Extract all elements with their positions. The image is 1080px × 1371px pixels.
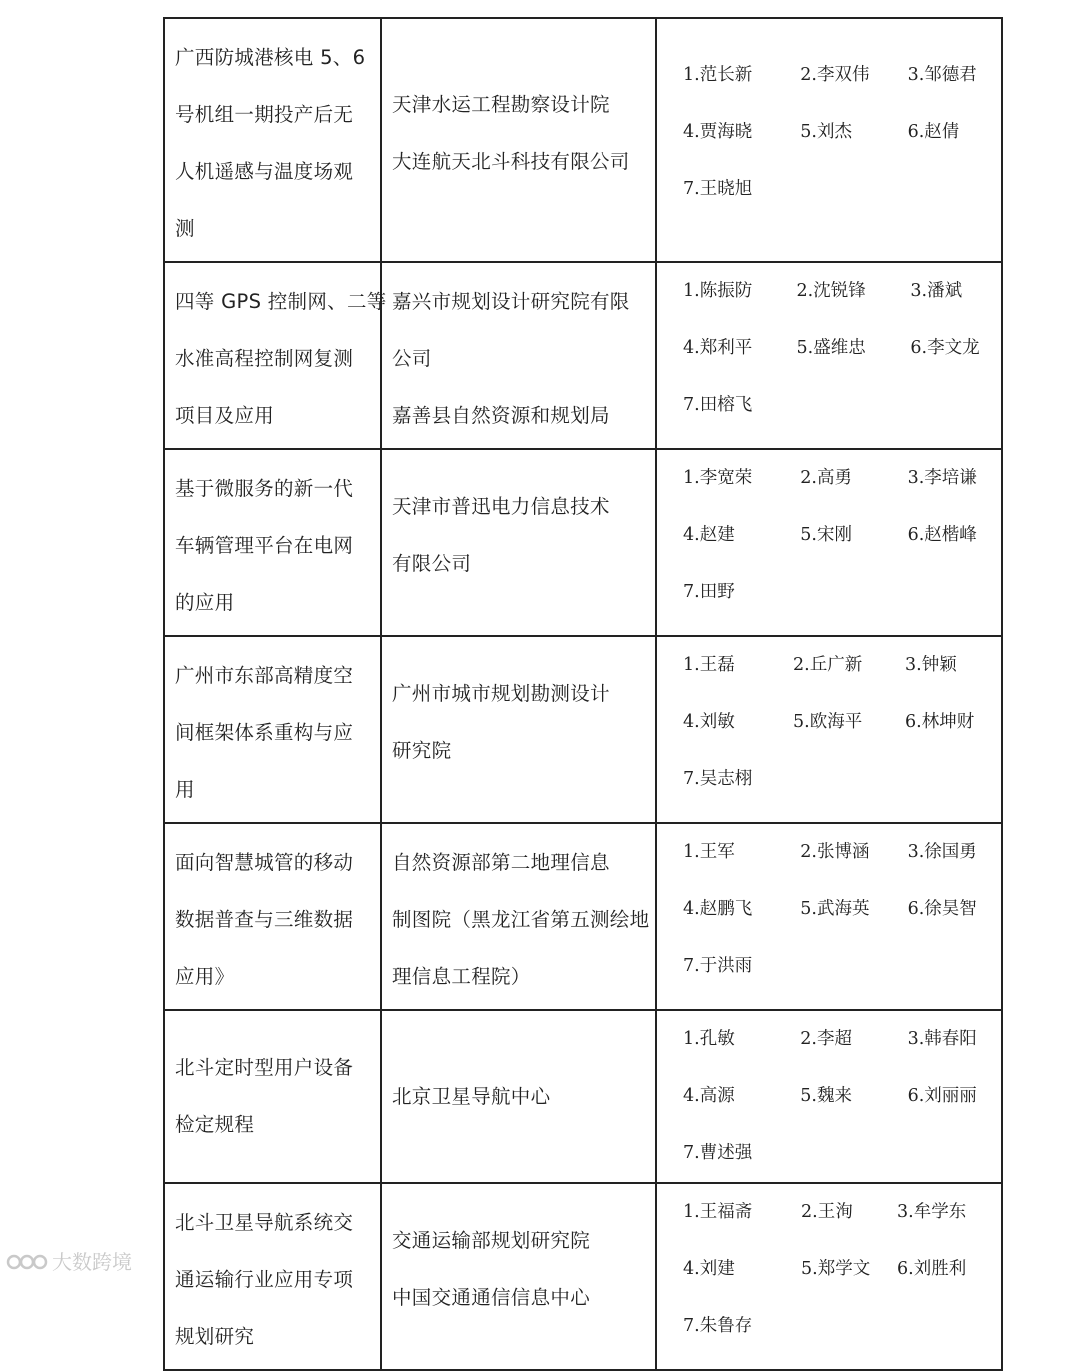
person-name: 7.曹述强 xyxy=(683,1143,753,1163)
project-cell xyxy=(164,18,381,262)
person-name: 1.范长新 xyxy=(683,65,753,85)
project-cell xyxy=(164,1183,381,1370)
person-name: 5.盛维忠 xyxy=(796,338,866,358)
brand-logo-icon xyxy=(6,1249,48,1273)
person-name: 5.武海英 xyxy=(800,899,870,919)
person-name: 3.潘斌 xyxy=(910,281,963,301)
person-name: 6.赵楷峰 xyxy=(907,525,977,545)
person-name: 7.王晓旭 xyxy=(683,179,753,199)
unit-line: 有限公司 xyxy=(392,552,472,575)
person-name: 4.刘敏 xyxy=(683,712,735,732)
person-name: 2.沈锐锋 xyxy=(796,281,866,301)
project-line: 应用》 xyxy=(175,965,235,988)
project-line: 规划研究 xyxy=(175,1325,255,1348)
unit-cell xyxy=(381,449,656,636)
person-name: 3.李培谦 xyxy=(907,468,977,488)
unit-line: 天津市普迅电力信息技术 xyxy=(392,495,610,518)
person-name: 6.徐昊智 xyxy=(907,899,977,919)
person-name: 1.王军 xyxy=(683,842,735,862)
project-cell xyxy=(164,823,381,1010)
unit-cell xyxy=(381,636,656,823)
person-name: 2.丘广新 xyxy=(793,655,863,675)
unit-line: 中国交通通信信息中心 xyxy=(392,1286,591,1309)
person-name: 4.刘建 xyxy=(683,1259,735,1279)
project-line: 间框架体系重构与应 xyxy=(175,721,354,744)
project-line: 号机组一期投产后无 xyxy=(175,103,354,126)
people-cell xyxy=(656,449,1002,636)
person-name: 2.李超 xyxy=(800,1029,852,1049)
person-name: 4.赵建 xyxy=(683,525,735,545)
person-name: 5.宋刚 xyxy=(800,525,852,545)
unit-line: 北京卫星导航中心 xyxy=(392,1085,551,1108)
unit-line: 嘉善县自然资源和规划局 xyxy=(392,404,610,427)
person-name: 6.刘胜利 xyxy=(897,1259,967,1279)
unit-line: 天津水运工程勘察设计院 xyxy=(392,93,610,116)
table-row xyxy=(164,636,1002,823)
person-name: 1.王磊 xyxy=(683,655,735,675)
person-name: 3.徐国勇 xyxy=(907,842,977,862)
project-cell xyxy=(164,449,381,636)
project-line: 广州市东部高精度空 xyxy=(175,664,354,687)
person-name: 2.高勇 xyxy=(800,468,852,488)
person-name: 3.邹德君 xyxy=(907,65,977,85)
project-line: 北斗卫星导航系统交 xyxy=(175,1211,354,1234)
people-cell xyxy=(656,636,1002,823)
person-name: 1.王福斋 xyxy=(683,1202,753,1222)
unit-cell xyxy=(381,262,656,449)
unit-line: 研究院 xyxy=(392,739,452,762)
person-name: 6.林坤财 xyxy=(905,712,975,732)
person-name: 3.钟颖 xyxy=(905,655,957,675)
unit-line: 嘉兴市规划设计研究院有限 xyxy=(392,290,630,313)
person-name: 5.欧海平 xyxy=(793,712,863,732)
project-line: 数据普查与三维数据 xyxy=(175,908,354,931)
unit-line: 交通运输部规划研究院 xyxy=(392,1229,591,1252)
person-name: 6.赵倩 xyxy=(907,122,960,142)
person-name: 4.贾海晓 xyxy=(683,122,753,142)
project-line: 广西防城港核电 5、6 xyxy=(175,46,366,69)
person-name: 4.赵鹏飞 xyxy=(683,899,753,919)
person-name: 5.刘杰 xyxy=(800,122,852,142)
table-row xyxy=(164,1010,1002,1183)
project-line: 的应用 xyxy=(175,591,235,614)
people-cell xyxy=(656,1183,1002,1370)
person-name: 7.田榕飞 xyxy=(683,395,753,415)
project-line: 人机遥感与温度场观 xyxy=(175,160,354,183)
award-table xyxy=(163,17,1003,1371)
project-line: 测 xyxy=(175,217,195,240)
unit-cell xyxy=(381,18,656,262)
unit-line: 大连航天北斗科技有限公司 xyxy=(392,150,630,173)
project-line: 基于微服务的新一代 xyxy=(175,477,354,500)
table-row xyxy=(164,18,1002,262)
people-cell xyxy=(656,1010,1002,1183)
project-line: 项目及应用 xyxy=(175,404,275,427)
project-line: 四等 GPS 控制网、二等 xyxy=(175,290,387,313)
watermark-text: 大数跨境 xyxy=(52,1250,132,1274)
unit-line: 理信息工程院） xyxy=(392,965,531,988)
person-name: 7.于洪雨 xyxy=(683,956,753,976)
award-table-body xyxy=(164,18,1002,1370)
people-cell xyxy=(656,262,1002,449)
person-name: 1.陈振防 xyxy=(683,281,753,301)
project-line: 用 xyxy=(175,778,195,801)
person-name: 5.郑学文 xyxy=(801,1259,871,1279)
unit-line: 公司 xyxy=(392,347,432,370)
person-name: 2.张博涵 xyxy=(800,842,870,862)
unit-line: 自然资源部第二地理信息 xyxy=(392,851,610,874)
people-cell xyxy=(656,18,1002,262)
person-name: 4.郑利平 xyxy=(683,338,753,358)
project-line: 通运输行业应用专项 xyxy=(175,1268,354,1291)
person-name: 2.李双伟 xyxy=(800,65,870,85)
person-name: 6.李文龙 xyxy=(910,338,980,358)
unit-cell xyxy=(381,823,656,1010)
person-name: 1.孔敏 xyxy=(683,1029,735,1049)
project-cell xyxy=(164,262,387,449)
person-name: 7.吴志栩 xyxy=(683,769,753,789)
table-row xyxy=(164,449,1002,636)
unit-cell xyxy=(381,1010,656,1183)
person-name: 1.李宽荣 xyxy=(683,468,753,488)
person-name: 4.高源 xyxy=(683,1086,735,1106)
person-name: 5.魏来 xyxy=(800,1086,852,1106)
project-line: 北斗定时型用户设备 xyxy=(175,1056,354,1079)
project-cell xyxy=(164,1010,381,1183)
person-name: 7.田野 xyxy=(683,582,735,602)
table-row xyxy=(164,262,1002,449)
watermark xyxy=(6,1246,132,1275)
person-name: 3.牟学东 xyxy=(897,1202,967,1222)
person-name: 2.王洵 xyxy=(801,1202,853,1222)
unit-line: 广州市城市规划勘测设计 xyxy=(392,682,610,705)
table-row xyxy=(164,1183,1002,1370)
people-cell xyxy=(656,823,1002,1010)
project-line: 检定规程 xyxy=(175,1113,255,1136)
unit-cell xyxy=(381,1183,656,1370)
project-line: 面向智慧城管的移动 xyxy=(175,851,354,874)
person-name: 6.刘丽丽 xyxy=(907,1086,977,1106)
project-line: 水准高程控制网复测 xyxy=(175,347,354,370)
person-name: 3.韩春阳 xyxy=(907,1029,977,1049)
table-row xyxy=(164,823,1002,1010)
project-cell xyxy=(164,636,381,823)
project-line: 车辆管理平台在电网 xyxy=(175,534,354,557)
unit-line: 制图院（黑龙江省第五测绘地 xyxy=(392,908,650,931)
person-name: 7.朱鲁存 xyxy=(683,1316,753,1336)
